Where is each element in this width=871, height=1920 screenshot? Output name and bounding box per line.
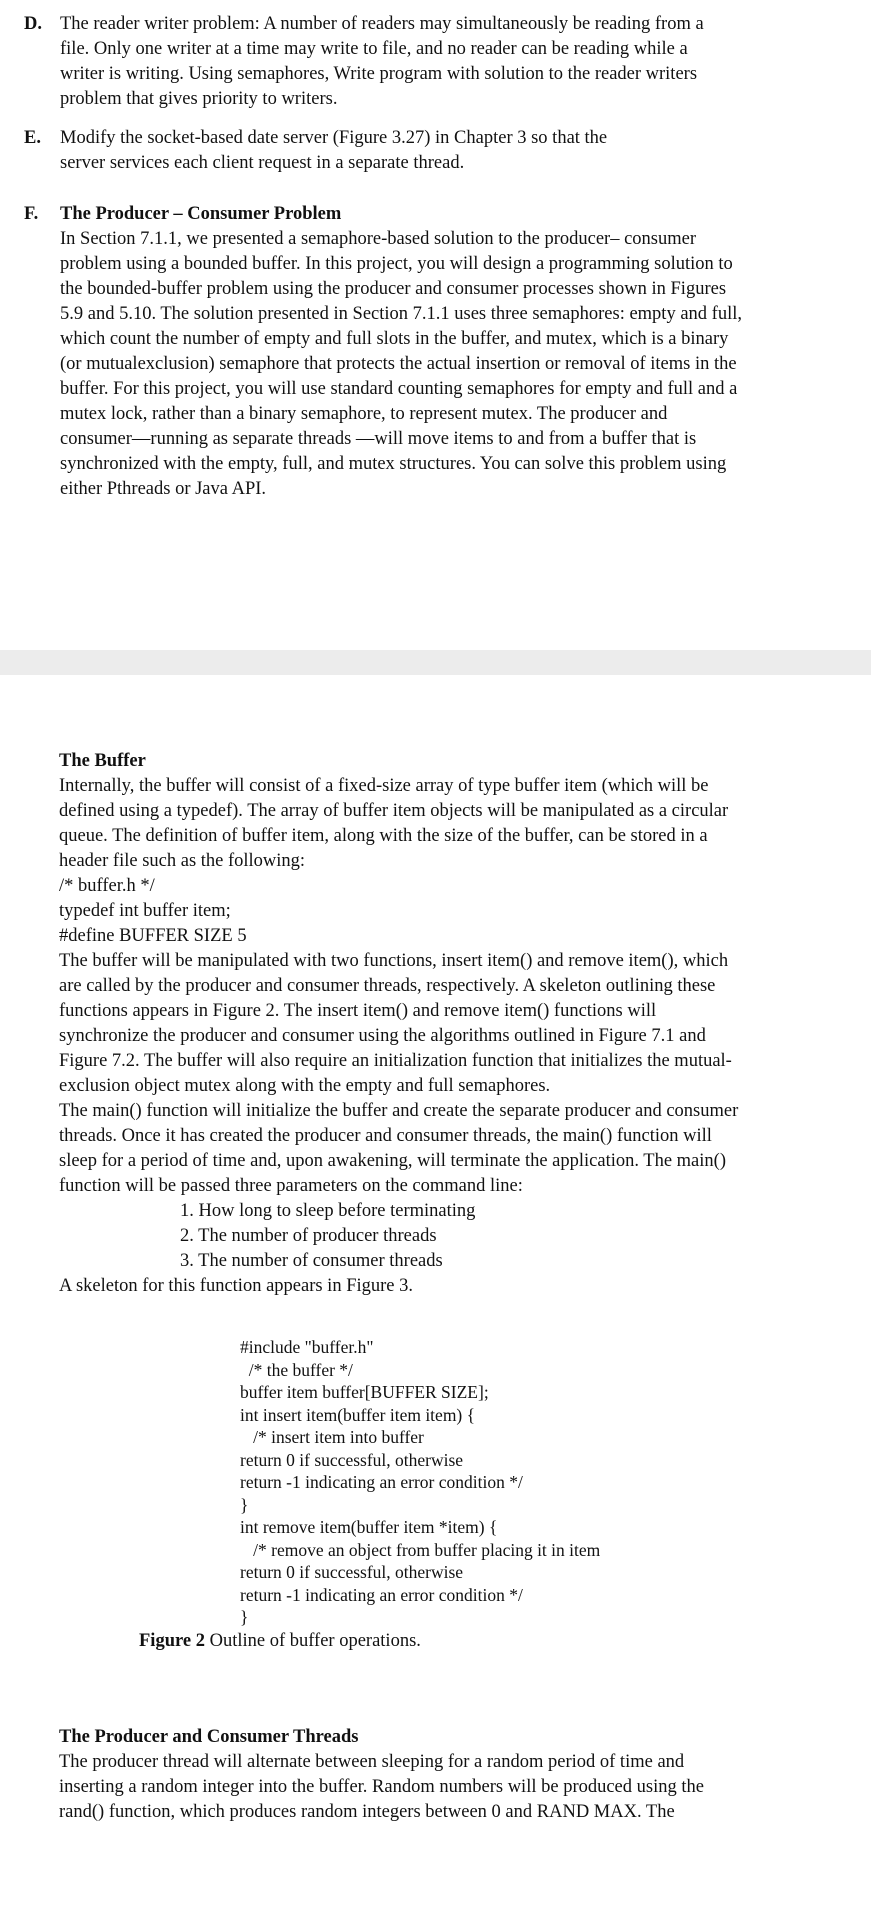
text-line: The buffer will be manipulated with two functions, insert item() and remove item(), which (59, 951, 729, 971)
text-line: queue. The definition of buffer item, along with the size of the buffer, can be stored in a (59, 826, 708, 846)
code-line: int remove item(buffer item *item) { (240, 1517, 498, 1537)
threads-section (59, 1725, 771, 1825)
figure-caption (139, 1629, 739, 1654)
figure-caption-label: Figure 2 (139, 1631, 205, 1651)
text-line: are called by the producer and consumer threads, respectively. A skeleton outlining these (59, 976, 716, 996)
section-heading: The Buffer (59, 751, 146, 771)
question-f-label: F. (24, 204, 39, 224)
text-line: function will be passed three parameters on the command line: (59, 1176, 523, 1196)
text-line: defined using a typedef). The array of buffer item objects will be manipulated as a circular (59, 801, 729, 821)
parameter-list (180, 1199, 680, 1274)
text-line: Modify the socket-based date server (Figure 3.27) in Chapter 3 so that the (60, 128, 608, 148)
text-line: typedef int buffer item; (59, 901, 231, 921)
section-heading: The Producer – Consumer Problem (60, 204, 342, 224)
text-line: problem using a bounded buffer. In this project, you will design a programming solution to (60, 254, 733, 274)
question-e (24, 126, 784, 176)
code-line: return 0 if successful, otherwise (240, 1562, 464, 1582)
text-line: threads. Once it has created the producer and consumer threads, the main() function will (59, 1126, 712, 1146)
question-e-text (60, 126, 784, 176)
text-line: /* buffer.h */ (59, 876, 155, 896)
buffer-section (59, 749, 771, 1199)
text-line: The reader writer problem: A number of readers may simultaneously be reading from a (60, 14, 704, 34)
text-line: (or mutualexclusion) semaphore that protects the actual insertion or removal of items in the (60, 354, 737, 374)
code-line: int insert item(buffer item item) { (240, 1404, 476, 1425)
text-line: #define BUFFER SIZE 5 (59, 926, 247, 946)
text-line: In Section 7.1.1, we presented a semaphore-based solution to the producer– consumer (60, 229, 697, 249)
question-f (24, 202, 784, 502)
code-line: return -1 indicating an error condition */ (240, 1584, 523, 1605)
code-line: } (240, 1494, 249, 1515)
question-f-text (60, 202, 784, 502)
code-line: #include "buffer.h" (240, 1337, 374, 1357)
code-listing (240, 1336, 760, 1629)
code-line: /* insert item into buffer (240, 1427, 424, 1447)
code-line: /* the buffer */ (240, 1359, 353, 1380)
code-line: } (240, 1607, 249, 1627)
code-line: return -1 indicating an error condition */ (240, 1472, 523, 1492)
code-line: buffer item buffer[BUFFER SIZE]; (240, 1382, 489, 1402)
text-line: the bounded-buffer problem using the producer and consumer processes shown in Figures (60, 279, 727, 299)
text-line: problem that gives priority to writers. (60, 89, 338, 109)
text-line: The producer thread will alternate between sleeping for a random period of time and (59, 1752, 685, 1772)
text-line: Figure 7.2. The buffer will also require an initialization function that initializes the mutual- (59, 1051, 732, 1071)
text-line: A skeleton for this function appears in Figure 3. (59, 1276, 414, 1296)
text-line: mutex lock, rather than a binary semaphore, to represent mutex. The producer and (60, 404, 668, 424)
question-e-label: E. (24, 128, 41, 148)
text-line: Internally, the buffer will consist of a fixed-size array of type buffer item (which will be (59, 776, 709, 796)
text-line: buffer. For this project, you will use standard counting semaphores for empty and full and a (60, 379, 738, 399)
text-line: which count the number of empty and full slots in the buffer, and mutex, which is a binary (60, 329, 729, 349)
question-d-text (60, 12, 784, 112)
text-line: synchronized with the empty, full, and mutex structures. You can solve this problem using (60, 454, 727, 474)
figure-caption-text: Outline of buffer operations. (204, 1631, 421, 1651)
text-line: header file such as the following: (59, 851, 306, 871)
code-line: /* remove an object from buffer placing it in item (240, 1539, 601, 1560)
list-item: 2. The number of producer threads (180, 1226, 437, 1246)
figure-reference (59, 1274, 771, 1299)
list-item: 3. The number of consumer threads (180, 1251, 443, 1271)
text-line: The main() function will initialize the buffer and create the separate producer and consumer (59, 1101, 739, 1121)
text-line: 5.9 and 5.10. The solution presented in Section 7.1.1 uses three semaphores: empty and full, (60, 304, 742, 324)
text-line: functions appears in Figure 2. The insert item() and remove item() functions will (59, 1001, 657, 1021)
text-line: rand() function, which produces random integers between 0 and RAND MAX. The (59, 1802, 675, 1822)
text-line: either Pthreads or Java API. (60, 479, 267, 499)
text-line: inserting a random integer into the buffer. Random numbers will be produced using the (59, 1777, 704, 1797)
text-line: consumer—running as separate threads —will move items to and from a buffer that is (60, 429, 697, 449)
text-line: writer is writing. Using semaphores, Write program with solution to the reader writers (60, 64, 698, 84)
page-break-divider (0, 650, 871, 675)
question-d (24, 12, 784, 112)
list-item: 1. How long to sleep before terminating (180, 1201, 476, 1221)
question-d-label: D. (24, 14, 42, 34)
code-line: return 0 if successful, otherwise (240, 1449, 464, 1470)
text-line: sleep for a period of time and, upon awakening, will terminate the application. The main() (59, 1151, 726, 1171)
text-line: server services each client request in a separate thread. (60, 153, 465, 173)
section-heading: The Producer and Consumer Threads (59, 1727, 359, 1747)
text-line: synchronize the producer and consumer using the algorithms outlined in Figure 7.1 and (59, 1026, 706, 1046)
text-line: file. Only one writer at a time may write to file, and no reader can be reading while a (60, 39, 688, 59)
text-line: exclusion object mutex along with the empty and full semaphores. (59, 1076, 551, 1096)
